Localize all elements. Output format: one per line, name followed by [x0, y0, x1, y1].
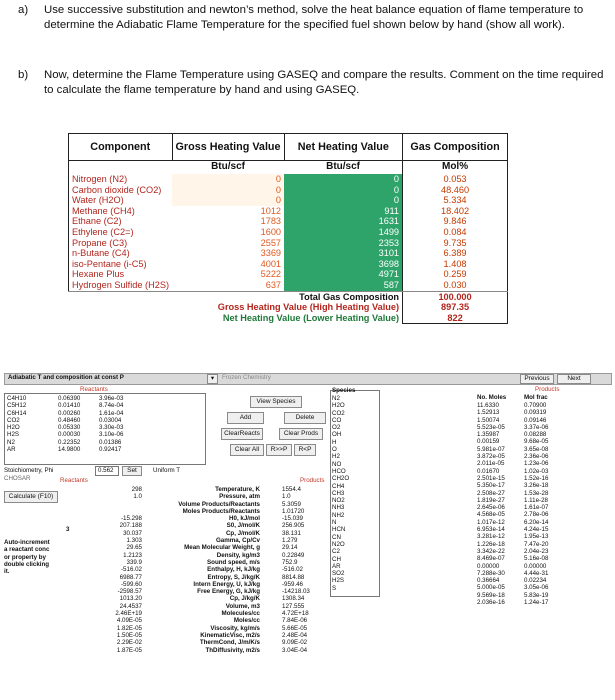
- reactant-property-value: -15.298: [121, 515, 142, 523]
- product-properties[interactable]: [282, 486, 310, 654]
- property-label: Moles/cc: [233, 617, 260, 625]
- table-row: [69, 227, 508, 238]
- product-property-value: 29.14: [282, 544, 298, 552]
- reactant-property-value: 1.2123: [123, 551, 142, 559]
- reactant-species-item: N2: [7, 438, 15, 446]
- property-label: Molecules/cc: [221, 610, 260, 618]
- cell-ghv: 0: [172, 174, 284, 185]
- cell-nhv: 587: [284, 280, 403, 291]
- species-item: H: [332, 438, 337, 446]
- product-molfrac-item: 1.53e-28: [524, 489, 549, 497]
- question-b-label: b): [18, 69, 29, 81]
- reactant-property-value: 1013.20: [119, 595, 142, 603]
- product-property-value: 1308.34: [282, 595, 305, 603]
- property-label: Enthalpy, H, kJ/kg: [207, 566, 260, 574]
- reactant-property-value: 1.50E-05: [116, 631, 142, 639]
- reactant-property-value: 2.29E-02: [116, 639, 142, 647]
- reactants-column-label: Reactants: [60, 477, 88, 484]
- product-property-value: 1.01720: [282, 507, 305, 515]
- net-hv-value: 822: [403, 313, 508, 324]
- product-property-value: 3.04E-04: [282, 646, 308, 654]
- header-ghv: Gross Heating Value: [172, 134, 284, 161]
- species-item: HCO: [332, 467, 346, 475]
- view-species-button[interactable]: View Species: [250, 396, 302, 408]
- property-label: Intern Energy, U, kJ/kg: [193, 580, 260, 588]
- product-mole-item: 7.288e-30: [477, 569, 505, 577]
- product-molfrac-item: 0.00000: [524, 562, 547, 570]
- product-property-value: 2.48E-04: [282, 631, 308, 639]
- table-row: [69, 195, 508, 206]
- auto-increment-note: Auto-increment a reactant conc or property by double clicking it.: [4, 539, 50, 576]
- property-label: Volume Products/Reactants: [178, 500, 260, 508]
- product-mole-item: 1.226e-18: [477, 540, 505, 548]
- molfrac-header: Mol frac: [524, 394, 548, 401]
- cell-name: Methane (CH4): [69, 206, 173, 217]
- reactant-species-item: AR: [7, 446, 16, 454]
- product-molfrac-item: 6.20e-14: [524, 518, 549, 526]
- product-molfrac-item: 0.09319: [524, 409, 547, 417]
- product-mole-item: 5.981e-07: [477, 445, 505, 453]
- property-label: Entropy, S, J/kg/K: [207, 573, 260, 581]
- cell-ghv: 0: [172, 195, 284, 206]
- unit-mol: Mol%: [403, 161, 508, 175]
- product-molfrac: [524, 402, 548, 606]
- gross-hv-label: Gross Heating Value (High Heating Value): [217, 302, 400, 313]
- species-item: NO: [332, 460, 342, 468]
- species-item: CO2: [332, 409, 345, 417]
- cell-ghv: 2557: [260, 237, 282, 248]
- cell-nhv: 1631: [284, 216, 403, 227]
- reactant-species-item: CO2: [7, 416, 20, 424]
- calculate-button[interactable]: Calculate (F10): [4, 491, 58, 503]
- property-label: Pressure, atm: [219, 493, 260, 501]
- table-row: [69, 269, 508, 280]
- reactant-molfrac: [99, 395, 123, 453]
- reactant-property-value: -516.02: [121, 566, 142, 574]
- unit-component: [69, 161, 173, 175]
- product-property-value: 752.9: [282, 558, 298, 566]
- product-mole-item: 8.469e-07: [477, 555, 505, 563]
- property-labels: [140, 486, 260, 654]
- property-label: Moles Products/Reactants: [182, 507, 260, 515]
- property-label: Density, kg/m3: [216, 551, 260, 559]
- cell-mol: 0.259: [403, 269, 508, 280]
- cell-nhv: 0: [284, 185, 403, 196]
- reactant-molfrac-item: 1.61e-04: [99, 409, 124, 417]
- stoich-label: Stoichiometry, Phi: [4, 467, 54, 474]
- product-property-value: 1.0: [282, 493, 291, 501]
- species-item: O: [332, 446, 337, 454]
- question-a: [18, 3, 609, 33]
- property-label: ThDiffusivity, m2/s: [205, 646, 260, 654]
- product-property-value: 256.905: [282, 522, 305, 530]
- species-item: H2O: [332, 402, 345, 410]
- product-mole-item: 1.819e-27: [477, 496, 505, 504]
- species-item: N: [332, 519, 337, 527]
- reactant-property-value: -599.60: [121, 580, 142, 588]
- cell-mol: 6.389: [403, 248, 508, 259]
- cell-nhv: 1499: [284, 227, 403, 238]
- cell-nhv: 2353: [284, 238, 403, 249]
- product-molfrac-item: 1.02e-03: [524, 467, 549, 475]
- reactant-species-item: C5H12: [7, 402, 27, 410]
- product-molfrac-item: 5.16e-08: [524, 555, 549, 563]
- chosar-label: CHOSAR: [4, 475, 31, 482]
- product-mole-item: 1.017e-12: [477, 518, 505, 526]
- reactant-species-item: C6H14: [7, 409, 27, 417]
- cell-ghv: 4001: [260, 258, 282, 269]
- product-molfrac-item: 0.08288: [524, 431, 547, 439]
- property-label: Volume, m3: [225, 602, 260, 610]
- table-row: [69, 280, 508, 291]
- add-button[interactable]: Add: [227, 412, 264, 424]
- cell-name: Hydrogen Sulfide (H2S): [69, 280, 173, 291]
- product-mole-item: 2.645e-06: [477, 504, 505, 512]
- frozen-chem-checkbox[interactable]: Frozen Chemistry: [222, 374, 271, 381]
- gross-hv-value: 897.35: [403, 302, 508, 313]
- question-b-text: Now, determine the Flame Temperature using GASEQ and compare the results. Comment on the time required to calculate the flame temperature by hand and using GASEQ.: [44, 69, 604, 96]
- product-mole-item: 9.569e-18: [477, 591, 505, 599]
- property-label: Sound speed, m/s: [207, 558, 260, 566]
- product-molfrac-item: 4.44e-31: [524, 569, 549, 577]
- clear-all-button[interactable]: Clear All: [230, 444, 264, 456]
- problem-type: Adiabatic T and composition at const P: [8, 374, 124, 381]
- reactant-properties[interactable]: [108, 486, 142, 654]
- table-row: [69, 174, 508, 185]
- product-molfrac-item: 1.52e-16: [524, 474, 549, 482]
- reactant-moles: [58, 395, 80, 453]
- clear-prods-button[interactable]: Clear Prods: [279, 428, 323, 440]
- property-label: Mean Molecular Weight, g: [184, 544, 260, 552]
- reactant-property-value: 2.46E+19: [115, 610, 142, 618]
- product-mole-item: 6.953e-14: [477, 526, 505, 534]
- cell-ghv: 5222: [260, 269, 282, 280]
- product-mole-item: 4.568e-05: [477, 511, 505, 519]
- product-molfrac-item: 9.68e-05: [524, 438, 549, 446]
- reactant-property-value: 29.65: [126, 544, 142, 552]
- property-label: Viscosity, kg/m/s: [210, 624, 260, 632]
- cell-mol: 0.030: [403, 280, 508, 291]
- previous-button[interactable]: Previous: [520, 374, 554, 384]
- product-molfrac-item: 1.95e-13: [524, 533, 549, 541]
- product-molfrac-item: 1.24e-17: [524, 599, 549, 607]
- header-gas-comp: Gas Composition: [403, 134, 508, 161]
- reactant-mole-item: 0.00260: [58, 409, 81, 417]
- product-molfrac-item: 1.23e-06: [524, 460, 549, 468]
- product-molfrac-item: 0.09146: [524, 416, 547, 424]
- product-mole-item: 0.00159: [477, 438, 500, 446]
- product-molfrac-item: 2.04e-23: [524, 547, 549, 555]
- product-mole-item: 0.00000: [477, 562, 500, 570]
- reactant-property-value: 298: [131, 486, 142, 493]
- reactant-molfrac-item: 0.92417: [99, 446, 122, 454]
- cell-mol: 5.334: [403, 195, 508, 206]
- uniform-t-checkbox[interactable]: Uniform T: [153, 467, 181, 474]
- species-item: O2: [332, 424, 341, 432]
- header-component: Component: [69, 134, 173, 161]
- species-item: NH3: [332, 504, 345, 512]
- product-mole-item: 3.342e-22: [477, 547, 505, 555]
- property-label: Cp, J/kg/K: [229, 595, 260, 603]
- cell-name: Hexane Plus: [69, 269, 173, 280]
- product-property-value: 1.279: [282, 537, 298, 545]
- reactant-mole-item: 14.9800: [58, 446, 81, 454]
- reactant-mole-item: 0.01410: [58, 402, 81, 410]
- table-row: [69, 185, 508, 196]
- table-row: [69, 248, 508, 259]
- product-mole-item: 3.281e-12: [477, 533, 505, 541]
- product-mole-item: 2.011e-05: [477, 460, 505, 468]
- product-property-value: 4.72E+18: [282, 610, 309, 618]
- reactant-molfrac-item: 8.74e-04: [99, 402, 124, 410]
- species-item: CN: [332, 533, 341, 541]
- reactant-molfrac-item: 0.01386: [99, 438, 122, 446]
- cell-nhv: 4971: [284, 269, 403, 280]
- species-item: CO: [332, 416, 342, 424]
- product-mole-item: 1.52913: [477, 409, 500, 417]
- species-item: CH4: [332, 482, 345, 490]
- reactant-mole-item: 0.06390: [58, 395, 81, 402]
- total-comp-label: Total Gas Composition: [299, 291, 400, 302]
- reactant-species: [7, 395, 26, 453]
- table-row: [69, 216, 508, 227]
- species-item: CH: [332, 555, 341, 563]
- product-species: [332, 395, 349, 592]
- product-mole-item: 1.50074: [477, 416, 500, 424]
- product-mole-item: 0.01670: [477, 467, 500, 475]
- property-label: Free Energy, G, kJ/kg: [197, 588, 260, 596]
- reactant-property-value: 207.188: [119, 522, 142, 530]
- product-property-value: 0.22849: [282, 551, 305, 559]
- no-moles-header: No. Moles: [477, 394, 507, 401]
- reactant-property-value: 1.0: [133, 493, 142, 501]
- product-property-value: 38.131: [282, 529, 301, 537]
- products-tab[interactable]: Products: [535, 386, 560, 393]
- next-button[interactable]: Next: [557, 374, 591, 384]
- cell-nhv: 3101: [284, 248, 403, 259]
- set-button[interactable]: Set: [122, 466, 142, 476]
- reactant-molfrac-item: 0.03004: [99, 416, 122, 424]
- product-property-value: 1554.4: [282, 486, 301, 493]
- reactant-molfrac-item: 3.96e-03: [99, 395, 124, 402]
- product-molfrac-item: 7.47e-20: [524, 540, 549, 548]
- product-molfrac-item: 1.11e-28: [524, 496, 548, 504]
- cell-mol: 9.846: [403, 216, 508, 227]
- reactant-property-value: [108, 501, 142, 508]
- reactant-property-value: 30.037: [123, 529, 142, 537]
- species-item: OH: [332, 431, 342, 439]
- product-molfrac-item: 3.37e-06: [524, 423, 549, 431]
- reactant-property-value: 339.9: [126, 558, 142, 566]
- product-molfrac-item: 4.24e-15: [524, 526, 549, 534]
- product-molfrac-item: 1.61e-07: [524, 504, 549, 512]
- product-property-value: 9.09E-02: [282, 639, 308, 647]
- property-label: KinematicVisc, m2/s: [200, 631, 260, 639]
- cell-name: Propane (C3): [69, 238, 173, 249]
- cell-mol: 18.402: [403, 206, 508, 217]
- reactant-mole-item: 0.22352: [58, 438, 81, 446]
- species-item: S: [332, 584, 337, 592]
- product-property-value: -959.46: [282, 580, 303, 588]
- cell-mol: 9.735: [403, 238, 508, 249]
- reactant-molfrac-item: 3.10e-06: [99, 431, 124, 439]
- species-item: CH3: [332, 489, 345, 497]
- cell-mol: 48.460: [403, 185, 508, 196]
- reactant-species-item: C4H10: [7, 395, 27, 402]
- total-comp-value: 100.000: [403, 291, 508, 302]
- reactant-property-value: -2598.57: [117, 588, 142, 596]
- species-item: C2: [332, 548, 340, 556]
- property-label: Gamma, Cp/Cv: [215, 537, 260, 545]
- panel-number: 3: [66, 526, 70, 533]
- question-a-text: Use successive substitution and newton’s method, solve the heat balance equation of flame temperature to determine the Adiabatic Flame Temperature for the specified fuel shown below by hand (show all work).: [44, 4, 584, 31]
- table-row: [69, 238, 508, 249]
- property-label: H0, kJ/mol: [229, 515, 260, 523]
- cell-ghv: 1783: [260, 216, 282, 227]
- cell-name: Water (H2O): [69, 195, 173, 206]
- problem-dropdown[interactable]: ▾: [207, 374, 218, 384]
- product-property-value: -15.039: [282, 515, 303, 523]
- unit-ghv: Btu/scf: [211, 161, 245, 173]
- table-row: [69, 259, 508, 270]
- cell-mol: 0.053: [403, 174, 508, 185]
- product-property-value: 127.555: [282, 602, 305, 610]
- product-molfrac-item: 0.70900: [524, 402, 547, 409]
- property-label: ThermCond, J/m/K/s: [199, 639, 260, 647]
- product-molfrac-item: 2.36e-06: [524, 453, 549, 461]
- product-molfrac-item: 3.65e-08: [524, 445, 549, 453]
- product-mole-item: 11.6330: [477, 402, 499, 409]
- species-item: NH2: [332, 511, 345, 519]
- cell-mol: 1.408: [403, 259, 508, 270]
- product-property-value: 5.66E-05: [282, 624, 308, 632]
- reactant-mole-item: 0.00030: [58, 431, 81, 439]
- cell-nhv: 3698: [284, 259, 403, 270]
- r-to-p-button[interactable]: R>>P: [266, 444, 292, 456]
- product-property-value: 7.84E-06: [282, 617, 308, 625]
- product-mole-item: 3.872e-05: [477, 453, 505, 461]
- product-mole-item: 5.350e-17: [477, 482, 505, 490]
- product-mole-item: 1.35987: [477, 431, 500, 439]
- reactant-property-value: 1.303: [126, 537, 142, 545]
- product-mole-item: 2.036e-16: [477, 599, 505, 607]
- product-property-value: -14218.03: [282, 588, 310, 596]
- species-header: Species: [332, 387, 356, 394]
- species-item: AR: [332, 562, 341, 570]
- species-item: N2O: [332, 540, 345, 548]
- cell-ghv: 0: [172, 185, 284, 196]
- product-molfrac-item: 2.78e-06: [524, 511, 549, 519]
- cell-ghv: 1012: [260, 205, 282, 216]
- product-property-value: 5.3059: [282, 500, 301, 508]
- product-molfrac-item: 3.05e-06: [524, 584, 549, 592]
- product-molfrac-item: 3.26e-18: [524, 482, 549, 490]
- table-row: [69, 206, 508, 217]
- question-a-label: a): [18, 4, 29, 16]
- reactant-property-value: [108, 508, 142, 515]
- cell-name: n-Butane (C4): [69, 248, 173, 259]
- species-item: NO2: [332, 497, 345, 505]
- gaseq-window: [0, 373, 615, 700]
- reactant-property-value: 1.87E-05: [116, 646, 142, 654]
- header-nhv: Net Heating Value: [284, 134, 403, 161]
- reactant-property-value: 4.09E-05: [116, 617, 142, 625]
- cell-name: iso-Pentane (i-C5): [69, 259, 173, 270]
- cell-name: Ethane (C2): [69, 216, 173, 227]
- reactant-property-value: 6988.77: [119, 573, 142, 581]
- r-from-p-button[interactable]: R<P: [294, 444, 316, 456]
- net-hv-label: Net Heating Value (Lower Heating Value): [222, 312, 400, 323]
- cell-name: Nitrogen (N2): [69, 174, 173, 185]
- species-item: CH2O: [332, 475, 350, 483]
- cell-name: Carbon dioxide (CO2): [69, 185, 173, 196]
- species-item: SO2: [332, 570, 345, 578]
- reactant-mole-item: 0.48460: [58, 416, 81, 424]
- reactant-mole-item: 0.05330: [58, 424, 81, 432]
- product-property-value: 8814.88: [282, 573, 305, 581]
- fuel-table: [68, 133, 508, 324]
- product-mole-item: 5.000e-05: [477, 584, 505, 592]
- cell-ghv: 3369: [260, 248, 282, 259]
- species-item: N2: [332, 395, 340, 402]
- property-label: Cp, J/mol/K: [225, 529, 260, 537]
- cell-name: Ethylene (C2=): [69, 227, 173, 238]
- product-mole-item: 0.36664: [477, 577, 500, 585]
- question-b: [18, 68, 604, 98]
- product-molfrac-item: 0.02234: [524, 577, 547, 585]
- reactant-molfrac-item: 3.30e-03: [99, 424, 124, 432]
- product-mole-item: 5.523e-05: [477, 423, 505, 431]
- product-property-value: -516.02: [282, 566, 303, 574]
- property-label: S0, J/mol/K: [226, 522, 260, 530]
- reactant-property-value: 1.82E-05: [116, 624, 142, 632]
- product-mole-item: 2.501e-15: [477, 474, 505, 482]
- delete-button[interactable]: Delete: [284, 412, 326, 424]
- cell-nhv: 0: [284, 195, 403, 206]
- product-moles: [477, 402, 505, 606]
- stoich-value: 0.562: [98, 467, 114, 474]
- products-column-label: Products: [300, 477, 325, 484]
- reactants-tab[interactable]: Reactants: [80, 386, 108, 393]
- reactant-property-value: 24.4537: [119, 602, 142, 610]
- reactant-species-item: H2S: [7, 431, 20, 439]
- clear-reacts-button[interactable]: ClearReacts: [221, 428, 263, 440]
- product-molfrac-item: 5.83e-19: [524, 591, 549, 599]
- cell-nhv: 911: [284, 206, 403, 217]
- reactant-species-item: H2O: [7, 424, 20, 432]
- cell-mol: 0.084: [403, 227, 508, 238]
- product-mole-item: 2.508e-27: [477, 489, 505, 497]
- unit-nhv: Btu/scf: [326, 161, 360, 173]
- species-item: H2S: [332, 577, 345, 585]
- property-label: Temperature, K: [215, 486, 260, 493]
- cell-ghv: 1600: [260, 226, 282, 237]
- cell-nhv: 0: [284, 174, 403, 185]
- species-item: HCN: [332, 526, 346, 534]
- species-item: H2: [332, 453, 340, 461]
- cell-ghv: 637: [172, 280, 284, 291]
